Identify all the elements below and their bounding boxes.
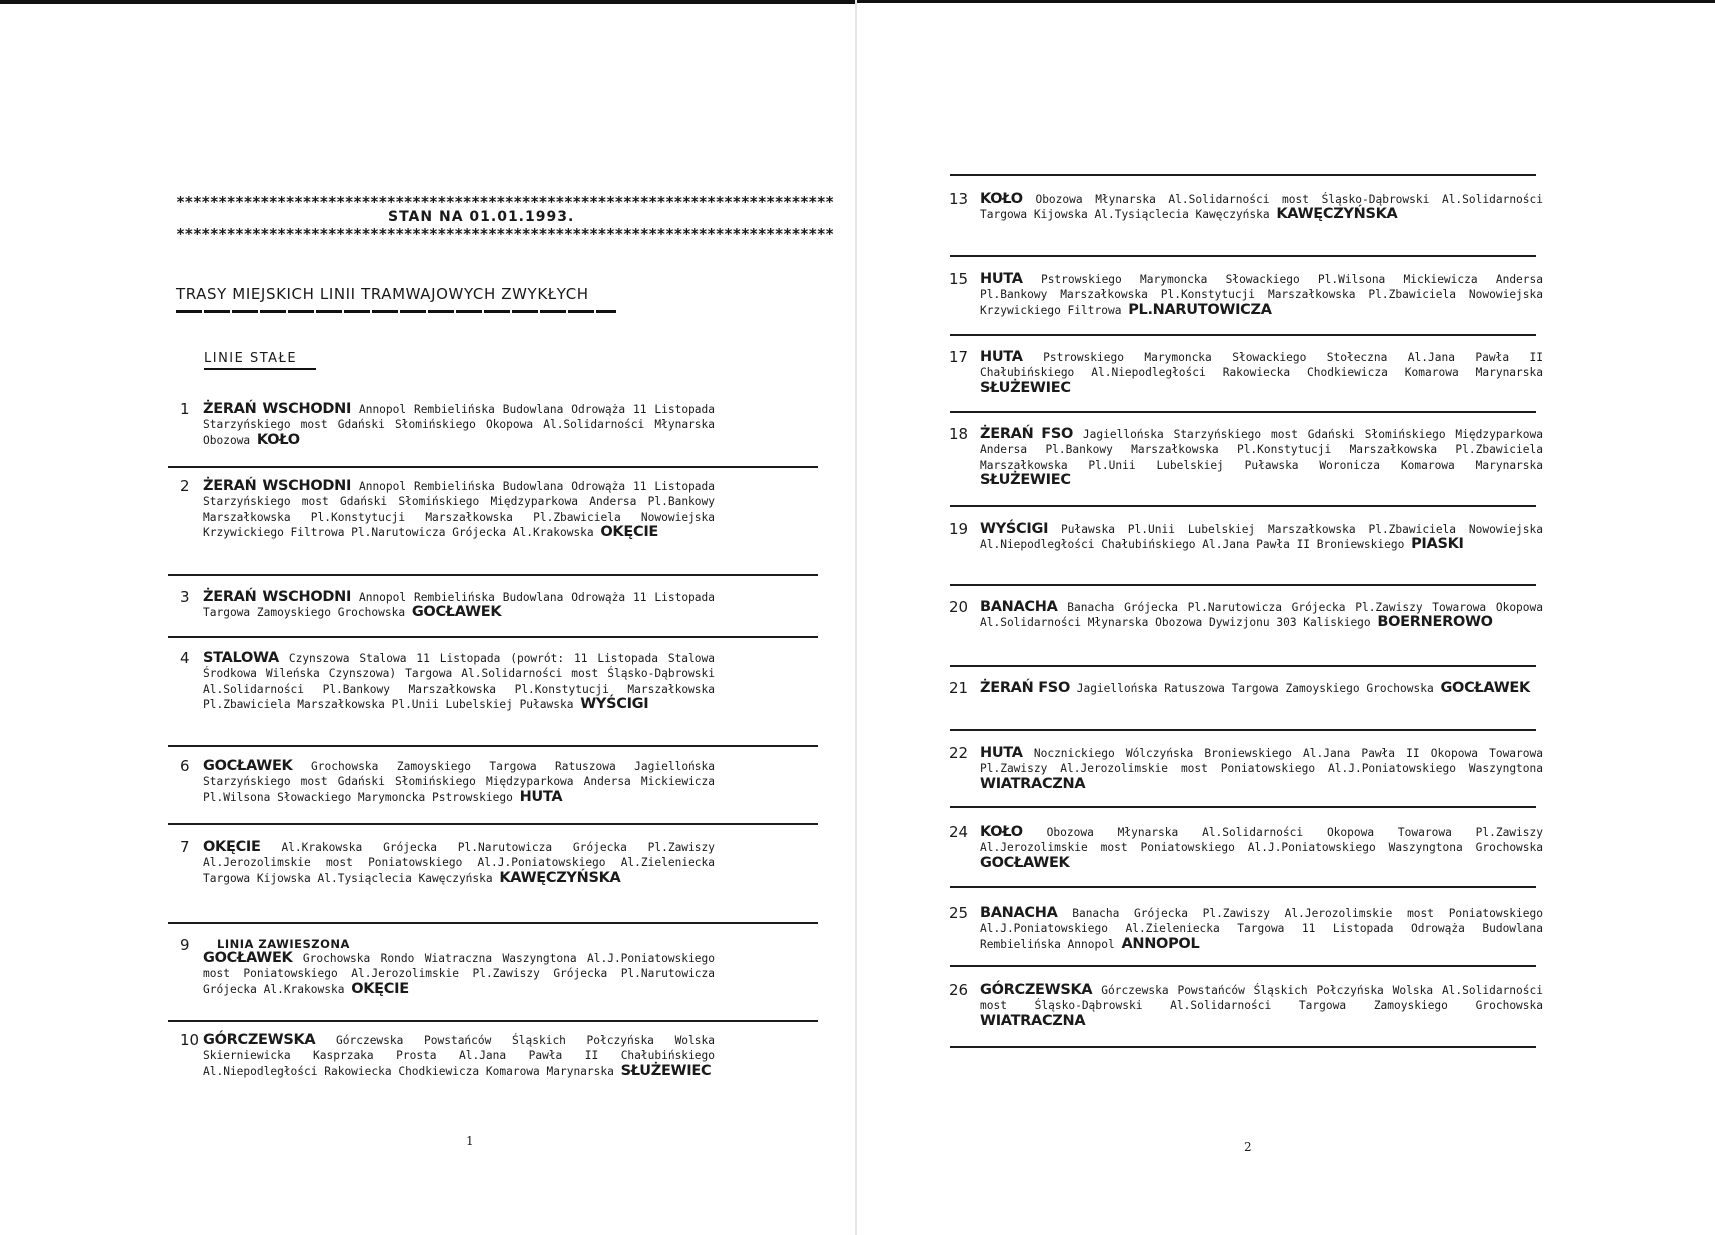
line-number: 15 <box>949 270 969 288</box>
line-route: Puławska Pl.Unii Lubelskiej Marszałkowska Pl.Zbawiciela Nowowiejska Al.Niepodległości Chałubińskiego Al.Jana Pawła II Broniewskiego <box>980 523 1543 552</box>
page-number-left: 1 <box>466 1134 474 1148</box>
line-end-terminus: WYŚCIGI <box>580 696 649 713</box>
line-number: 2 <box>180 477 190 495</box>
line-note: LINIA ZAWIESZONA <box>217 937 350 951</box>
page-right <box>857 0 1715 1235</box>
entry-separator-rule <box>168 922 818 924</box>
line-start-terminus: ŻERAŃ WSCHODNI <box>203 401 352 417</box>
line-number: 10 <box>180 1031 200 1049</box>
line-number: 21 <box>949 679 969 697</box>
line-route: Banacha Grójecka Pl.Narutowicza Grójecka Pl.Zawiszy Towarowa Okopowa Al.Solidarności Młynarska Obozowa Dywizjonu 303 Kaliskiego <box>980 601 1543 630</box>
line-route: Al.Krakowska Grójecka Pl.Narutowicza Grójecka Pl.Zawiszy Al.Jerozolimskie most Poniatowskiego Al.J.Poniatowskiego Al.Zieleniecka Targowa Kijowska Al.Tysiąclecia Kawęczyńska <box>203 841 715 885</box>
line-end-terminus: GOCŁAWEK <box>1440 680 1530 696</box>
line-route-text <box>980 983 1543 1029</box>
entry-separator-rule <box>950 411 1536 413</box>
line-route: Nocznickiego Wólczyńska Broniewskiego Al.Jana Pawła II Okopowa Towarowa Pl.Zawiszy Al.Jerozolimskie most Poniatowskiego Al.J.Poniatowskiego Waszyngtona <box>980 747 1543 776</box>
top-rule <box>950 174 1536 176</box>
line-route-text <box>203 1033 715 1079</box>
line-end-terminus: SŁUŻEWIEC <box>620 1062 712 1079</box>
line-route-text <box>980 825 1543 871</box>
line-start-terminus: WYŚCIGI <box>980 521 1049 537</box>
line-end-terminus: PL.NARUTOWICZA <box>1128 301 1272 318</box>
line-end-terminus: WIATRACZNA <box>980 1012 1086 1029</box>
line-number: 20 <box>949 598 969 616</box>
line-end-terminus: HUTA <box>519 788 563 805</box>
line-start-terminus: KOŁO <box>980 191 1023 207</box>
line-number: 9 <box>180 936 190 954</box>
line-start-terminus: GÓRCZEWSKA <box>980 982 1093 998</box>
title-underline <box>176 310 616 313</box>
line-end-terminus: SŁUŻEWIEC <box>980 379 1071 396</box>
entry-separator-rule <box>168 574 818 576</box>
line-start-terminus: HUTA <box>980 271 1023 287</box>
line-start-terminus: KOŁO <box>980 824 1023 840</box>
line-end-terminus: KAWĘCZYŃSKA <box>1276 206 1398 223</box>
line-route-text <box>203 938 715 997</box>
line-route: Jagiellońska Ratuszowa Targowa Zamoyskiego Grochowska <box>1076 682 1434 695</box>
line-route-text <box>980 681 1543 696</box>
line-end-terminus: OKĘCIE <box>351 980 409 997</box>
entry-separator-rule <box>950 255 1536 257</box>
line-end-terminus: PIASKI <box>1411 536 1464 553</box>
line-start-terminus: HUTA <box>980 745 1023 761</box>
line-start-terminus: GOCŁAWEK <box>203 758 293 774</box>
stars-top: ****************************************************************************** <box>176 194 834 210</box>
line-number: 13 <box>949 190 969 208</box>
line-route: Pstrowskiego Marymoncka Słowackiego Stołeczna Al.Jana Pawła II Chałubińskiego Al.Niepodległości Rakowiecka Chodkiewicza Komarowa Marynarska <box>980 351 1543 380</box>
line-route: Banacha Grójecka Pl.Zawiszy Al.Jerozolimskie most Poniatowskiego Al.J.Poniatowskiego Al.Zieleniecka Targowa 11 Listopada Odrowąża Budowlana Rembielińska Annopol <box>980 907 1543 951</box>
line-route-text <box>203 479 715 541</box>
line-number: 7 <box>180 838 190 856</box>
page-left <box>0 0 857 1235</box>
line-end-terminus: ANNOPOL <box>1121 935 1200 952</box>
line-route: Górczewska Powstańców Śląskich Połczyńska Wolska Skierniewicka Kasprzaka Prosta Al.Jana Pawła II Chałubińskiego Al.Niepodległości Rakowiecka Chodkiewicza Komarowa Marynarska <box>203 1034 715 1078</box>
line-end-terminus: WIATRACZNA <box>980 775 1086 792</box>
entry-separator-rule <box>950 729 1536 731</box>
line-number: 19 <box>949 520 969 538</box>
line-route-text <box>203 590 715 621</box>
line-route-text <box>203 759 715 805</box>
line-route: Górczewska Powstańców Śląskich Połczyńska Wolska Al.Solidarności most Śląsko-Dąbrowski Al.Solidarności Targowa Zamoyskiego Grochowska <box>980 984 1543 1013</box>
line-route: Grochowska Zamoyskiego Targowa Ratuszowa Jagiellońska Starzyńskiego most Gdański Słomińskiego Międzyparkowa Andersa Mickiewicza Pl.Wilsona Słowackiego Marymoncka Pstrowskiego <box>203 760 715 804</box>
line-route-text <box>980 272 1543 318</box>
line-end-terminus: GOCŁAWEK <box>411 604 502 621</box>
entry-separator-rule <box>168 823 818 825</box>
entry-separator-rule <box>950 806 1536 808</box>
line-start-terminus: HUTA <box>980 349 1023 365</box>
line-start-terminus: GOCŁAWEK <box>203 950 293 966</box>
entry-separator-rule <box>168 745 818 747</box>
line-number: 17 <box>949 348 969 366</box>
line-number: 24 <box>949 823 969 841</box>
line-number: 1 <box>180 400 190 418</box>
line-number: 18 <box>949 425 969 443</box>
line-route: Grochowska Rondo Wiatraczna Waszyngtona Al.J.Poniatowskiego most Poniatowskiego Al.Jerozolimskie Pl.Zawiszy Grójecka Pl.Narutowicza Grójecka Al.Krakowska <box>203 952 715 996</box>
line-route-text <box>980 427 1543 489</box>
line-route-text <box>203 651 715 713</box>
entry-separator-rule <box>950 1046 1536 1048</box>
line-route-text <box>980 600 1543 631</box>
line-start-terminus: GÓRCZEWSKA <box>203 1032 316 1048</box>
line-number: 25 <box>949 904 969 922</box>
line-number: 4 <box>180 649 190 667</box>
line-start-terminus: ŻERAŃ FSO <box>980 426 1074 442</box>
line-route-text <box>980 350 1543 396</box>
line-start-terminus: ŻERAŃ WSCHODNI <box>203 478 352 494</box>
line-route: Annopol Rembielińska Budowlana Odrowąża 11 Listopada Targowa Zamoyskiego Grochowska <box>203 591 715 620</box>
line-route: Annopol Rembielińska Budowlana Odrowąża 11 Listopada Starzyńskiego most Gdański Słomińskiego Międzyparkowa Andersa Pl.Bankowy Marszałkowska Pl.Konstytucji Marszałkowska Pl.Zbawiciela Nowowiejska Krzywickiego Filtrowa Pl.Narutowicza Grójecka Al.Krakowska <box>203 480 715 540</box>
line-route: Annopol Rembielińska Budowlana Odrowąża 11 Listopada Starzyńskiego most Gdański Słomińskiego Okopowa Al.Solidarności Młynarska Obozowa <box>203 403 715 447</box>
entry-separator-rule <box>168 636 818 638</box>
line-end-terminus: KOŁO <box>256 431 300 448</box>
line-number: 22 <box>949 744 969 762</box>
line-end-terminus: GOCŁAWEK <box>980 854 1070 871</box>
entry-separator-rule <box>168 1020 818 1022</box>
entry-separator-rule <box>168 466 818 468</box>
section-subtitle: LINIE STAŁE <box>204 351 298 366</box>
entry-separator-rule <box>950 665 1536 667</box>
line-route: Pstrowskiego Marymoncka Słowackiego Pl.Wilsona Mickiewicza Andersa Pl.Bankowy Marszałkowska Pl.Konstytucji Marszałkowska Pl.Zbawiciela Nowowiejska Krzywickiego Filtrowa <box>980 273 1543 317</box>
line-route: Jagiellońska Starzyńskiego most Gdański Słomińskiego Międzyparkowa Andersa Pl.Bankowy Marszałkowska Pl.Konstytucji Marszałkowska Pl.Zbawiciela Marszałkowska Pl.Unii Lubelskiej Puławska Woronicza Komarowa Marynarska <box>980 428 1543 472</box>
line-end-terminus: OKĘCIE <box>600 524 659 541</box>
line-start-terminus: ŻERAŃ FSO <box>980 680 1070 696</box>
line-end-terminus: SŁUŻEWIEC <box>980 472 1071 489</box>
line-route-text <box>980 906 1543 952</box>
entry-separator-rule <box>950 584 1536 586</box>
line-number: 26 <box>949 981 969 999</box>
stars-bottom: ****************************************************************************** <box>176 226 834 242</box>
entry-separator-rule <box>950 334 1536 336</box>
line-start-terminus: BANACHA <box>980 599 1058 615</box>
line-start-terminus: STALOWA <box>203 650 279 666</box>
line-start-terminus: ŻERAŃ WSCHODNI <box>203 589 352 605</box>
line-start-terminus: OKĘCIE <box>203 839 261 855</box>
line-route-text <box>203 840 715 886</box>
line-end-terminus: KAWĘCZYŃSKA <box>499 869 621 886</box>
line-route-text <box>203 402 715 448</box>
line-route-text <box>980 192 1543 223</box>
stan-date: STAN NA 01.01.1993. <box>388 209 575 225</box>
entry-separator-rule <box>950 886 1536 888</box>
line-route: Obozowa Młynarska Al.Solidarności most Śląsko-Dąbrowski Al.Solidarności Targowa Kijowska Al.Tysiąclecia Kawęczyńska <box>980 193 1543 222</box>
entry-separator-rule <box>950 505 1536 507</box>
page-number-right: 2 <box>1244 1140 1252 1154</box>
line-end-terminus: BOERNEROWO <box>1377 614 1493 631</box>
line-route-text <box>980 746 1543 792</box>
line-route: Czynszowa Stalowa 11 Listopada (powrót: 11 Listopada Stalowa Środkowa Wileńska Czynszowa) Targowa Al.Solidarności most Śląsko-Dąbrowski Al.Solidarności Pl.Bankowy Marszałkowska Pl.Konstytucji Marszałkowska Pl.Zbawiciela Marszałkowska Pl.Unii Lubelskiej Puławska <box>203 652 715 712</box>
line-number: 6 <box>180 757 190 775</box>
line-route-text <box>980 522 1543 553</box>
subtitle-underline <box>204 368 316 370</box>
document-title: TRASY MIEJSKICH LINII TRAMWAJOWYCH ZWYKŁYCH <box>176 285 589 303</box>
line-number: 3 <box>180 588 190 606</box>
entry-separator-rule <box>950 965 1536 967</box>
line-route: Obozowa Młynarska Al.Solidarności Okopowa Towarowa Pl.Zawiszy Al.Jerozolimskie most Poniatowskiego Al.J.Poniatowskiego Waszyngtona Grochowska <box>980 826 1543 855</box>
line-start-terminus: BANACHA <box>980 905 1058 921</box>
